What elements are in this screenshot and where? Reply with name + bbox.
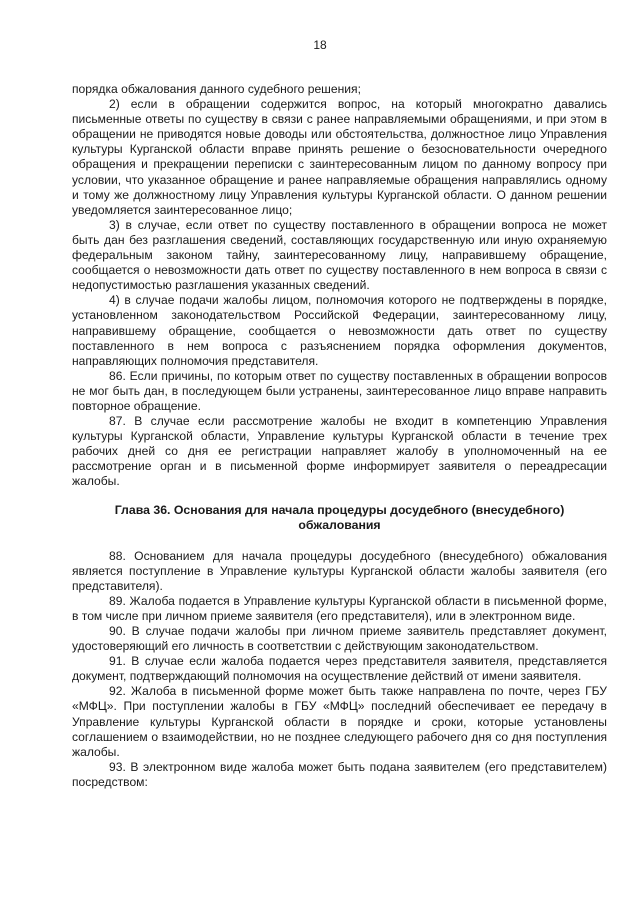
paragraph: порядка обжалования данного судебного решения;	[72, 82, 361, 96]
paragraph: 3) в случае, если ответ по существу поставленного в обращении вопроса не может быть дан без разглашения сведений, составляющих государственную или иную охраняемую федеральным законом тайну, заинтересованному лицу, направившему обращение, сообщается о невозможности дать ответ по существу поставленного в нем вопроса в связи с недопустимостью разглашения указанных сведений.	[72, 217, 607, 293]
paragraph: 89. Жалоба подается в Управление культуры Курганской области в письменной форме, в том числе при личном приеме заявителя (его представителя), или в электронном виде.	[72, 593, 607, 623]
chapter-heading: Глава 36. Основания для начала процедуры досудебного (внесудебного) обжалования	[114, 502, 565, 533]
paragraph: 2) если в обращении содержится вопрос, на который многократно давались письменные ответы по существу в связи с ранее направляемыми обращениями, и при этом в обращении не приводятся новые доводы или обстоятельства, должностное лицо Управления культуры Курганской области вправе принять решение о безосновательности очередного обращения и прекращении переписки с заинтересованным лицом по данному вопросу при условии, что указанное обращение и ранее направляемые обращения направлялись одному и тому же должностному лицу Управления культуры Курганской области. О данном решении уведомляется заинтересованное лицо;	[72, 97, 607, 217]
paragraphs-after-heading	[72, 549, 607, 791]
paragraph: 92. Жалоба в письменной форме может быть также направлена по почте, через ГБУ «МФЦ». При поступлении жалобы в ГБУ «МФЦ» последний обеспечивает ее передачу в Управление культуры Курганской области в порядке и сроки, которые установлены соглашением о взаимодействии, но не позднее следующего рабочего дня со дня поступления жалобы.	[72, 684, 607, 759]
paragraph: 4) в случае подачи жалобы лицом, полномочия которого не подтверждены в порядке, установленном законодательством Российской Федерации, заинтересованному лицу, направившему обращение, сообщается о невозможности дать ответ по существу поставленного в нем вопроса с разъяснением порядка оформления документов, направляющих полномочия представителя.	[72, 293, 607, 368]
paragraph: 93. В электронном виде жалоба может быть подана заявителем (его представителем) посредством:	[72, 759, 607, 789]
paragraph: 91. В случае если жалоба подается через представителя заявителя, представляется документ, подтверждающий полномочия на осуществление действий от имени заявителя.	[72, 654, 607, 684]
paragraph: 88. Основанием для начала процедуры досудебного (внесудебного) обжалования является поступление в Управление культуры Курганской области жалобы заявителя (его представителя).	[72, 548, 607, 593]
paragraph: 90. В случае подачи жалобы при личном приеме заявитель представляет документ, удостоверяющий его личность в соответствии с действующим законодательством.	[72, 624, 607, 654]
paragraph: 87. В случае если рассмотрение жалобы не входит в компетенцию Управления культуры Курганской области, Управление культуры Курганской области в течение трех рабочих дней со дня ее регистрации направляет жалобу в уполномоченный на ее рассмотрение орган и в письменной форме информирует заявителя о переадресации жалобы.	[72, 414, 607, 489]
document-body	[72, 82, 607, 790]
paragraphs-before-heading	[72, 82, 607, 490]
page-number: 18	[313, 38, 327, 52]
paragraph: 86. Если причины, по которым ответ по существу поставленных в обращении вопросов не мог быть дан, в последующем были устранены, заинтересованное лицо вправе направить повторное обращение.	[72, 368, 607, 413]
